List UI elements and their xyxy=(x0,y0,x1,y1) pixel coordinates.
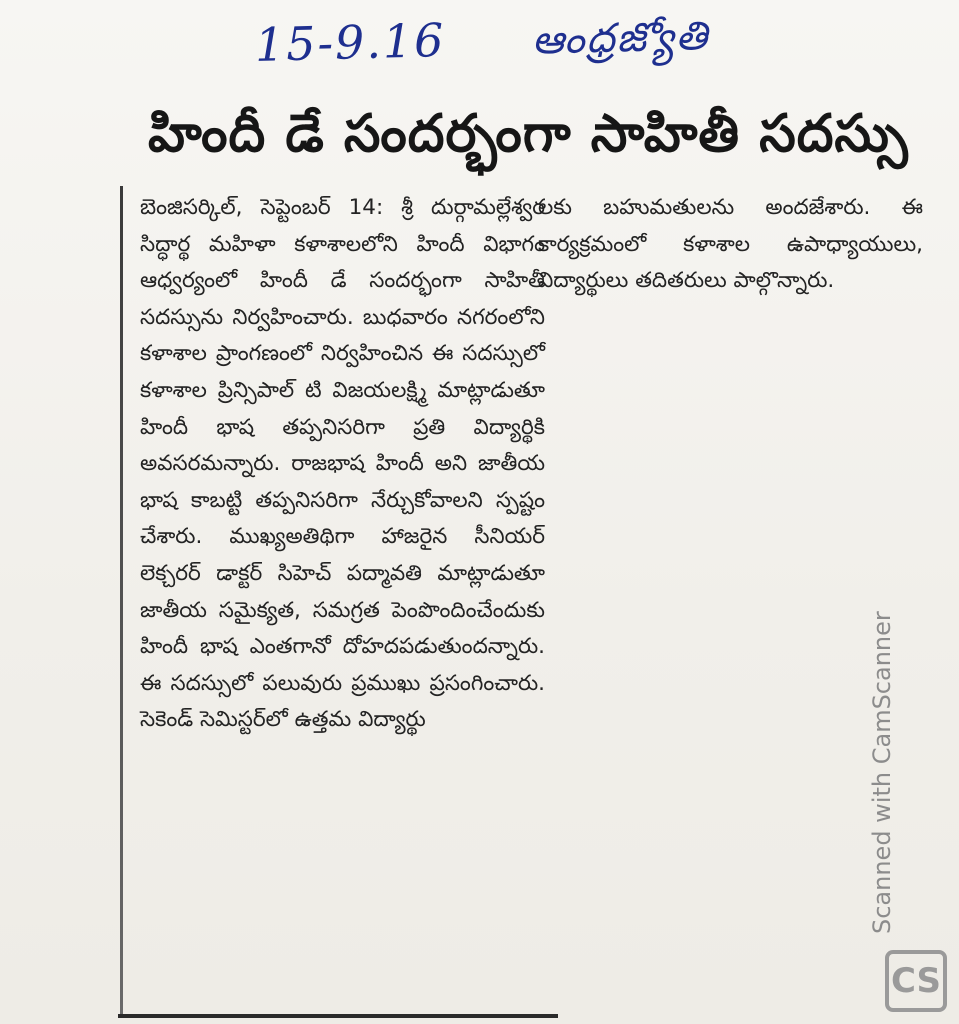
bottom-divider xyxy=(118,1014,558,1018)
camscanner-logo-icon: CS xyxy=(885,950,947,1012)
handwritten-newspaper-name: ఆంధ్రజ్యోతి xyxy=(531,13,710,64)
article-column-1: బెంజిసర్కిల్, సెప్టెంబర్ 14: శ్రీ దుర్గామల్లేశ్వర సిద్ధార్థ మహిళా కళాశాలలోని హిందీ విభాగం ఆధ్వర్యంలో హిందీ డే సందర్భంగా సాహితీ సదస్సును నిర్వహించారు. బుధవారం నగరంలోని కళాశాల ప్రాంగణంలో నిర్వహించిన ఈ సదస్సులో కళాశాల ప్రిన్సిపాల్ టి విజయలక్ష్మి మాట్లాడుతూ హిందీ భాష తప్పనిసరిగా ప్రతి విద్యార్థికి అవసరమన్నారు. రాజభాష హిందీ అని జాతీయ భాష కాబట్టి తప్పనిసరిగా నేర్చుకోవాలని స్పష్టం చేశారు. ముఖ్యఅతిథిగా హాజరైన సీనియర్ లెక్చరర్ డాక్టర్ సిహెచ్ పద్మావతి మాట్లాడుతూ జాతీయ సమైక్యత, సమగ్రత పెంపొందించేందుకు హిందీ భాష ఎంతగానో దోహదపడుతుందన్నారు. ఈ సదస్సులో పలువురు ప్రముఖు ప్రసంగించారు. సెకెండ్ సెమిస్టర్‌లో ఉత్తమ విద్యార్థు xyxy=(140,195,545,733)
handwritten-date: 15-9.16 xyxy=(254,12,447,72)
column-divider xyxy=(120,186,123,1014)
watermark-text: Scanned with CamScanner xyxy=(868,611,896,934)
article-column-2: లకు బహుమతులను అందజేశారు. ఈ కార్యక్రమంలో కళాశాల ఉపాధ్యాయులు, విద్యార్థులు తదితరులు పాల్గొన్నారు. xyxy=(538,195,923,294)
article-headline: హిందీ డే సందర్భంగా సాహితీ సదస్సు xyxy=(148,104,909,164)
scanner-watermark xyxy=(862,611,942,942)
handwritten-annotation xyxy=(254,6,710,81)
